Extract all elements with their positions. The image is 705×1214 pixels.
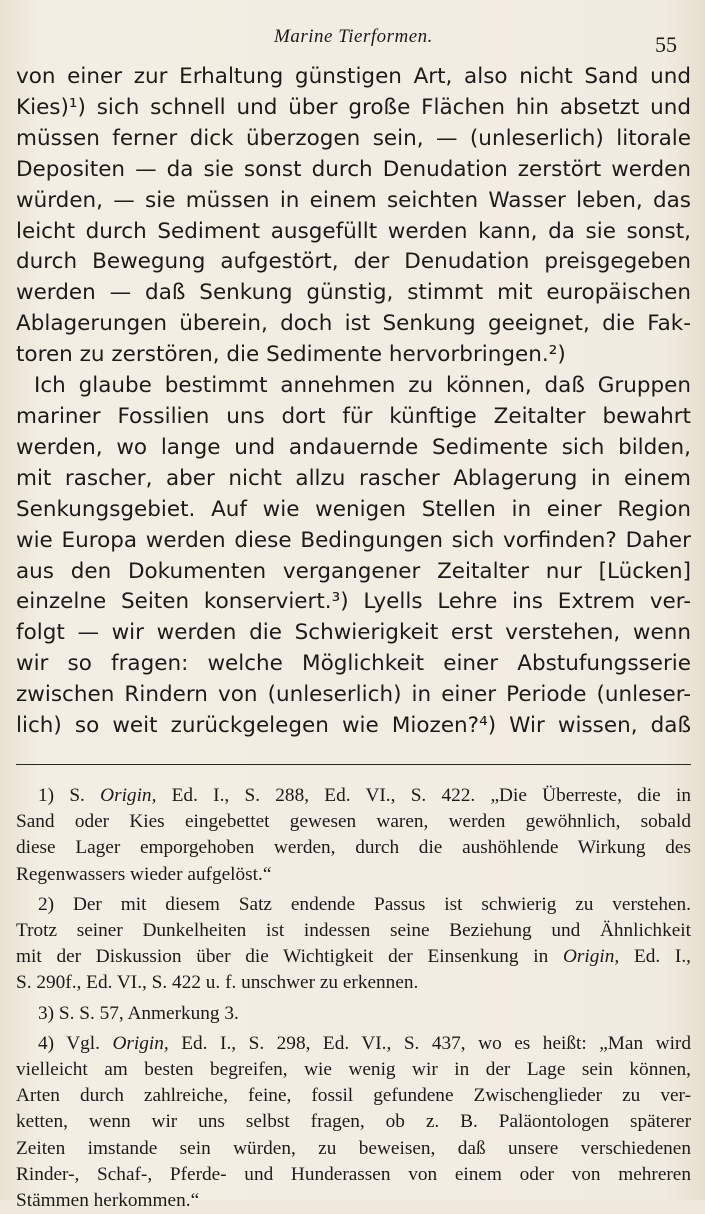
body-text <box>16 62 691 742</box>
text-line: Depositen — da sie sonst durch Denudation zerstört werden <box>16 156 691 182</box>
footnote-line <box>16 783 691 809</box>
running-title: Marine Tierformen. <box>274 26 433 47</box>
text-line: müssen ferner dick überzogen sein, — (unleserlich) litorale <box>16 125 691 151</box>
footnote-line: Trotz seiner Dunkelheiten ist indessen seine Beziehung und Ähnlichkeit <box>16 919 691 941</box>
footnote-line <box>16 1031 691 1057</box>
footnote-line: Arten durch zahlreiche, feine, fossil gefundene Zwischenglieder zu ver- <box>16 1085 691 1107</box>
text-line: zwischen Rindern von (unleserlich) in einer Periode (unleser- <box>16 682 691 708</box>
text-line: Senkungsgebiet. Auf wie wenigen Stellen in einer Region <box>16 496 691 522</box>
text-line: lich) so weit zurückgelegen wie Miozen?⁴) Wir wissen, daß <box>16 713 691 739</box>
footnote-1 <box>16 783 691 888</box>
footnote-text: 1) S. <box>38 784 101 806</box>
text-line: aus den Dokumenten vergangener Zeitalter nur [Lücken] <box>16 558 691 584</box>
footnote-line: Sand oder Kies eingebettet gewesen waren, werden gewöhnlich, sobald <box>16 811 691 833</box>
text-line: Ablagerungen überein, doch ist Senkung geeignet, die Fak- <box>16 311 691 337</box>
footnote-line <box>16 944 691 970</box>
text-line: würden, — sie müssen in einem seichten Wasser leben, das <box>16 187 691 213</box>
text-line: mariner Fossilien uns dort für künftige Zeitalter bewahrt <box>16 403 691 429</box>
footnote-3 <box>16 1001 691 1027</box>
text-line: Kies)¹) sich schnell und über große Flächen hin absetzt und <box>16 94 691 120</box>
footnote-line: vielleicht am besten begreifen, wie wenig wir in der Lage sein können, <box>16 1058 691 1080</box>
text-line: durch Bewegung aufgestört, der Denudation preisgegeben <box>16 249 691 275</box>
work-title: Origin, <box>112 1032 169 1054</box>
footnote-text: 4) Vgl. <box>38 1032 113 1054</box>
footnote-4 <box>16 1031 691 1214</box>
page-number: 55 <box>655 32 677 57</box>
footnote-line: S. 290f., Ed. VI., S. 422 u. f. unschwer zu erkennen. <box>16 972 419 994</box>
footnote-line: Stämmen herkommen.“ <box>16 1189 200 1211</box>
footnote-line: Rinder-, Schaf-, Pferde- und Hunderassen von einem oder von mehreren <box>16 1163 691 1185</box>
footnote-line: 2) Der mit diesem Satz endende Passus ist schwierig zu verstehen. <box>38 893 691 915</box>
text-line: von einer zur Erhaltung günstigen Art, also nicht Sand und <box>16 64 691 89</box>
paragraph-start-line: Ich glaube bestimmt annehmen zu können, daß Gruppen <box>34 373 691 399</box>
text-line: werden — daß Senkung günstig, stimmt mit europäischen <box>16 280 691 306</box>
text-line: mit rascher, aber nicht allzu rascher Ablagerung in einem <box>16 465 691 491</box>
footnotes <box>16 783 691 1214</box>
footnote-text: Ed. I., S. 288, Ed. VI., S. 422. „Die Überreste, die in <box>156 784 691 806</box>
footnote-text: Ed. I., <box>619 946 691 968</box>
text-line: einzelne Seiten konserviert.³) Lyells Lehre ins Extrem ver- <box>16 589 691 615</box>
work-title: Origin, <box>562 946 620 968</box>
text-line: wir so fragen: welche Möglichkeit einer Abstufungsserie <box>16 651 691 677</box>
text-line: werden, wo lange und andauernde Sedimente sich bilden, <box>16 434 691 460</box>
page-header <box>16 0 691 62</box>
text-line: leicht durch Sediment ausgefüllt werden kann, da sie sonst, <box>16 218 691 244</box>
text-line: wie Europa werden diese Bedingungen sich vorfinden? Daher <box>16 527 691 553</box>
text-line: folgt — wir werden die Schwierigkeit erst verstehen, wenn <box>16 620 691 646</box>
footnote-line: Regenwassers wieder aufgelöst.“ <box>16 863 272 885</box>
footnote-line: Zeiten imstande sein würden, zu beweisen, daß unsere verschiedenen <box>16 1137 691 1159</box>
footnote-text: Ed. I., S. 298, Ed. VI., S. 437, wo es heißt: „Man wird <box>168 1032 691 1054</box>
footnote-text: mit der Diskussion über die Wichtigkeit der Einsenkung in <box>16 946 563 968</box>
work-title: Origin, <box>100 784 157 806</box>
text-line: toren zu zerstören, die Sedimente hervorbringen.²) <box>16 342 566 368</box>
footnote-line: 3) S. S. 57, Anmerkung 3. <box>38 1002 239 1024</box>
footnote-divider <box>16 764 691 765</box>
footnote-2 <box>16 892 691 997</box>
footnote-line: ketten, wenn wir uns selbst fragen, ob z. B. Paläontologen späterer <box>16 1111 691 1133</box>
footnote-line: diese Lager emporgehoben werden, durch die aushöhlende Wirkung des <box>16 837 691 859</box>
